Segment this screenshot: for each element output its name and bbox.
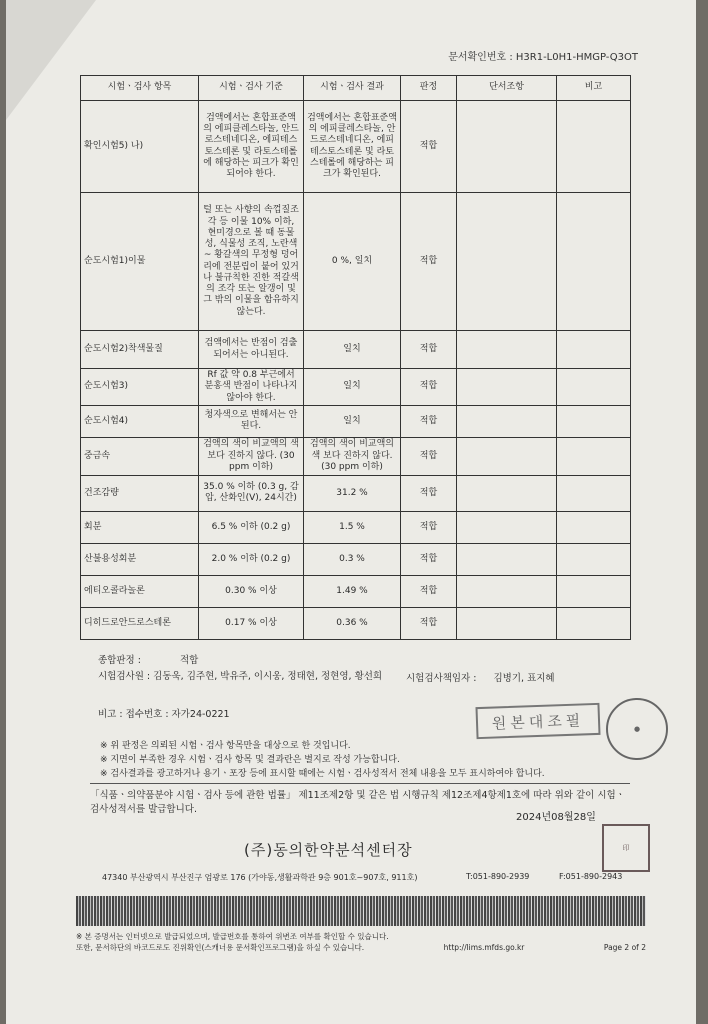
row-standard: 2.0 % 이하 (0.2 g) (199, 543, 304, 575)
row-proviso (457, 437, 557, 475)
row-result: 1.5 % (304, 511, 401, 543)
issue-date: 2024년08월28일 (516, 812, 596, 823)
row-proviso (457, 193, 557, 331)
supervisor-value: 김병기, 표지혜 (493, 673, 555, 684)
row-result: 1.49 % (304, 575, 401, 607)
row-result: 일치 (304, 405, 401, 437)
footer-note-1: ※ 본 증명서는 인터넷으로 발급되었으며, 발급번호를 통하여 위변조 여부를 확인할 수 있습니다. (76, 932, 389, 941)
footer-note-2: 또한, 문서하단의 바코드로도 진위확인(스캐너용 문서확인프로그램)을 하실 수 있습니다. (76, 942, 365, 952)
row-result: 일치 (304, 369, 401, 406)
notes (100, 740, 545, 782)
row-item: 건조감량 (81, 475, 199, 511)
header-proviso: 단서조항 (457, 76, 557, 101)
table-row (81, 511, 631, 543)
row-item: 순도시험3) (81, 369, 199, 406)
table-header-row (81, 76, 631, 101)
row-verdict: 적합 (401, 575, 457, 607)
row-verdict: 적합 (401, 405, 457, 437)
telephone: T:051-890-2939 (466, 872, 530, 881)
row-remark (557, 331, 631, 369)
row-remark (557, 437, 631, 475)
testers (98, 670, 428, 683)
table-row (81, 369, 631, 406)
row-standard: 검액에서는 반점이 검출되어서는 아니된다. (199, 331, 304, 369)
page-number: Page 2 of 2 (603, 942, 646, 952)
row-remark (557, 193, 631, 331)
table-row (81, 607, 631, 639)
row-item: 확인시험5) 나) (81, 101, 199, 193)
row-proviso (457, 331, 557, 369)
table-row (81, 405, 631, 437)
row-proviso (457, 575, 557, 607)
regulation-text: 「식품ㆍ의약품분야 시험ㆍ검사 등에 관한 법률」 제11조제2항 및 같은 법 시행규칙 제12조제4항제1호에 따라 위와 같이 시험ㆍ검사성적서를 발급합니다. (90, 783, 630, 818)
row-result: 0.36 % (304, 607, 401, 639)
overall-label: 종합판정 : (98, 655, 141, 666)
row-standard: Rf 값 약 0.8 부근에서 분홍색 반점이 나타나지 않아야 한다. (199, 369, 304, 406)
round-seal-icon: ● (606, 698, 668, 760)
row-item: 회분 (81, 511, 199, 543)
row-standard: 6.5 % 이하 (0.2 g) (199, 511, 304, 543)
row-remark (557, 101, 631, 193)
document-page (6, 0, 696, 1024)
row-proviso (457, 607, 557, 639)
fax: F:051-890-2943 (559, 872, 623, 881)
table-row (81, 331, 631, 369)
row-result: 검액에서는 혼합표준액의 에피클레스타놀, 안드로스테네디온, 에피테스토스테론 및 라토스테롤에 해당하는 피크가 확인된다. (304, 101, 401, 193)
row-remark (557, 369, 631, 406)
row-remark (557, 575, 631, 607)
row-result: 31.2 % (304, 475, 401, 511)
row-proviso (457, 101, 557, 193)
row-remark (557, 475, 631, 511)
footer (76, 932, 646, 954)
footer-url[interactable]: http://lims.mfds.go.kr (443, 942, 525, 952)
official-seal-icon: 印 (602, 824, 650, 872)
table-row (81, 193, 631, 331)
row-item: 순도시험1)이물 (81, 193, 199, 331)
note-2: ※ 지면이 부족한 경우 시험ㆍ검사 항목 및 결과란은 별지로 작성 가능합니다. (100, 754, 400, 765)
header-item: 시험ㆍ검사 항목 (81, 76, 199, 101)
row-standard: 검액의 색이 비교액의 색 보다 진하지 않다. (30 ppm 이하) (199, 437, 304, 475)
table-row (81, 543, 631, 575)
row-remark (557, 543, 631, 575)
table-row (81, 101, 631, 193)
header-verdict: 판정 (401, 76, 457, 101)
row-verdict: 적합 (401, 193, 457, 331)
row-result: 일치 (304, 331, 401, 369)
header-standard: 시험ㆍ검사 기준 (199, 76, 304, 101)
table-row (81, 575, 631, 607)
row-verdict: 적합 (401, 543, 457, 575)
row-result: 0.3 % (304, 543, 401, 575)
overall-verdict (98, 652, 198, 666)
row-verdict: 적합 (401, 437, 457, 475)
row-proviso (457, 511, 557, 543)
row-remark (557, 511, 631, 543)
barcode (76, 896, 646, 926)
results-table (80, 75, 631, 640)
row-standard: 35.0 % 이하 (0.3 g, 감압, 산화인(V), 24시간) (199, 475, 304, 511)
row-item: 산불용성회분 (81, 543, 199, 575)
testers-label: 시험검사원 : (98, 671, 151, 682)
row-result: 0 %, 일치 (304, 193, 401, 331)
issuer-name: (주)동의한약분석센터장 (244, 841, 413, 859)
supervisor (406, 670, 555, 684)
overall-value: 적합 (179, 655, 199, 666)
supervisor-label: 시험검사책임자 : (406, 673, 477, 684)
row-standard: 검액에서는 혼합표준액의 에피클레스타놀, 안드로스테네디온, 에피테스토스테론 및 라토스테롤에 해당하는 피크가 확인되어야 한다. (199, 101, 304, 193)
row-standard: 털 또는 사향의 속껍질조각 등 이물 10% 이하, 현미경으로 볼 때 동물성, 식물성 조직, 노란색 ~ 황갈색의 무정형 덩어리에 전분립이 붙어 있거나 불규칙한 진한 적갈색의 조각 또는 알갱이 및 그 밖의 이물을 함유하지 않는다. (199, 193, 304, 331)
document-id: 문서확인번호 : H3R1-L0H1-HMGP-Q3OT (448, 52, 638, 63)
row-standard: 청자색으로 변해서는 안된다. (199, 405, 304, 437)
row-verdict: 적합 (401, 607, 457, 639)
footer-note-2-row (76, 943, 646, 954)
row-item: 에티오콜라놀론 (81, 575, 199, 607)
row-verdict: 적합 (401, 511, 457, 543)
row-verdict: 적합 (401, 369, 457, 406)
row-item: 디히드로안드로스테론 (81, 607, 199, 639)
header-result: 시험ㆍ검사 결과 (304, 76, 401, 101)
row-proviso (457, 543, 557, 575)
row-item: 순도시험4) (81, 405, 199, 437)
copy-verified-stamp: 원본대조필 (475, 703, 600, 739)
table-row (81, 475, 631, 511)
row-standard: 0.30 % 이상 (199, 575, 304, 607)
row-verdict: 적합 (401, 331, 457, 369)
row-verdict: 적합 (401, 475, 457, 511)
row-proviso (457, 405, 557, 437)
row-proviso (457, 369, 557, 406)
row-verdict: 적합 (401, 101, 457, 193)
row-remark (557, 607, 631, 639)
table-row (81, 437, 631, 475)
header-remark: 비고 (557, 76, 631, 101)
row-item: 중금속 (81, 437, 199, 475)
address: 47340 부산광역시 부산진구 엄광로 176 (가야동,생활과학관 9층 901호~907호, 911호) (102, 873, 418, 882)
row-remark (557, 405, 631, 437)
row-item: 순도시험2)착색물질 (81, 331, 199, 369)
remark: 비고 : 접수번호 : 자가24-0221 (98, 709, 230, 720)
row-standard: 0.17 % 이상 (199, 607, 304, 639)
row-result: 검액의 색이 비교액의 색 보다 진하지 않다. (30 ppm 이하) (304, 437, 401, 475)
note-3: ※ 검사결과를 광고하거나 용기ㆍ포장 등에 표시할 때에는 시험ㆍ검사성적서 전체 내용을 모두 표시하여야 합니다. (100, 768, 545, 779)
row-proviso (457, 475, 557, 511)
note-1: ※ 위 판정은 의뢰된 시험ㆍ검사 항목만을 대상으로 한 것입니다. (100, 741, 351, 751)
testers-value: 김동욱, 김주현, 박유주, 이시웅, 정태현, 정현영, 황선희 (153, 671, 383, 682)
